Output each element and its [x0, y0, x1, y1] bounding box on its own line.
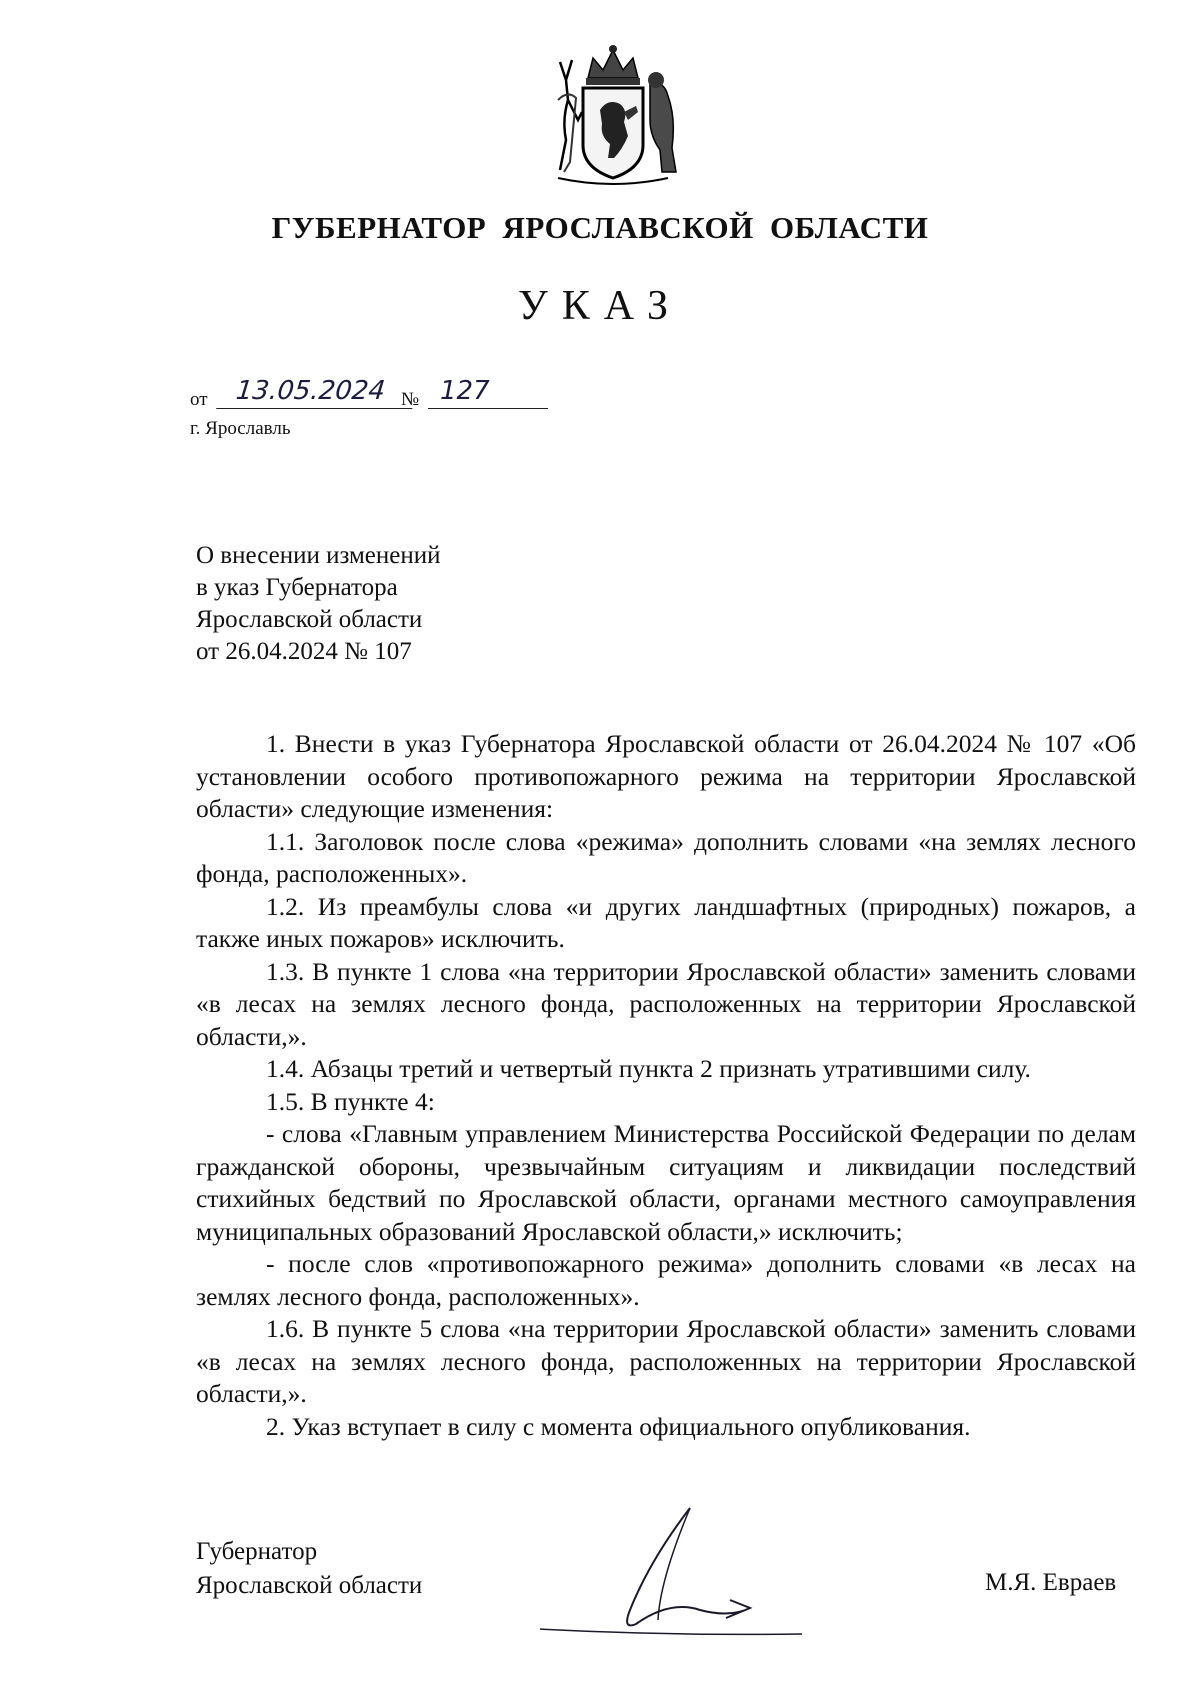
body-paragraph: 1.5. В пункте 4: — [266, 1086, 435, 1116]
place-of-issue: г. Ярославль — [190, 418, 291, 439]
body-paragraph: 1. Внести в указ Губернатора Ярославской области от 26.04.2024 № 107 «Об установлении особого противопожарного режима на территории Ярославской области» следующие изменения: — [196, 729, 1136, 823]
subject-line: от 26.04.2024 № 107 — [196, 638, 412, 665]
document-subject — [196, 540, 441, 668]
body-paragraph: - после слов «противопожарного режима» дополнить словами «в лесах на землях лесного фонда, расположенных». — [196, 1249, 1136, 1311]
subject-line: Ярославской области — [196, 606, 423, 633]
body-paragraph: 1.6. В пункте 5 слова «на территории Ярославской области» заменить словами «в лесах на землях лесного фонда, расположенных на территории Ярославской области,». — [196, 1314, 1136, 1408]
signatory-position — [196, 1535, 422, 1603]
subject-line: в указ Губернатора — [196, 574, 398, 601]
document-date: 13.05.2024 — [216, 375, 416, 409]
document-type: УКАЗ — [517, 283, 683, 329]
issuing-authority: ГУБЕРНАТОР ЯРОСЛАВСКОЙ ОБЛАСТИ — [271, 210, 929, 245]
date-prefix: от — [190, 389, 208, 410]
document-number: 127 — [428, 375, 548, 409]
body-paragraph: - слова «Главным управлением Министерства Российской Федерации по делам гражданской обороны, чрезвычайным ситуациям и ликвидации последствий стихийных бедствий по Ярославской области, органами местного самоуправления муниципальных образований Ярославской области,» исключить; — [196, 1119, 1136, 1246]
body-paragraph: 2. Указ вступает в силу с момента официального опубликования. — [266, 1411, 971, 1441]
signatory-position-line: Ярославской области — [196, 1572, 423, 1599]
signatory-name: М.Я. Евраев — [985, 1569, 1117, 1596]
coat-of-arms-icon — [538, 40, 688, 190]
subject-line: О внесении изменений — [196, 542, 441, 569]
body-paragraph: 1.1. Заголовок после слова «режима» дополнить словами «на землях лесного фонда, расположенных». — [196, 826, 1136, 888]
handwritten-signature-icon — [540, 1500, 880, 1640]
body-paragraph: 1.3. В пункте 1 слова «на территории Ярославской области» заменить словами «в лесах на землях лесного фонда, расположенных на территории Ярославской области,». — [196, 956, 1136, 1051]
document-body — [196, 728, 1136, 1443]
number-sign: № — [401, 389, 420, 410]
body-paragraph: 1.2. Из преамбулы слова «и других ландшафтных (природных) пожаров, а также иных пожаров» исключить. — [196, 891, 1136, 953]
date-number-line — [190, 375, 550, 415]
body-paragraph: 1.4. Абзацы третий и четвертый пункта 2 признать утратившими силу. — [266, 1054, 1031, 1083]
signatory-position-line: Губернатор — [196, 1538, 318, 1565]
